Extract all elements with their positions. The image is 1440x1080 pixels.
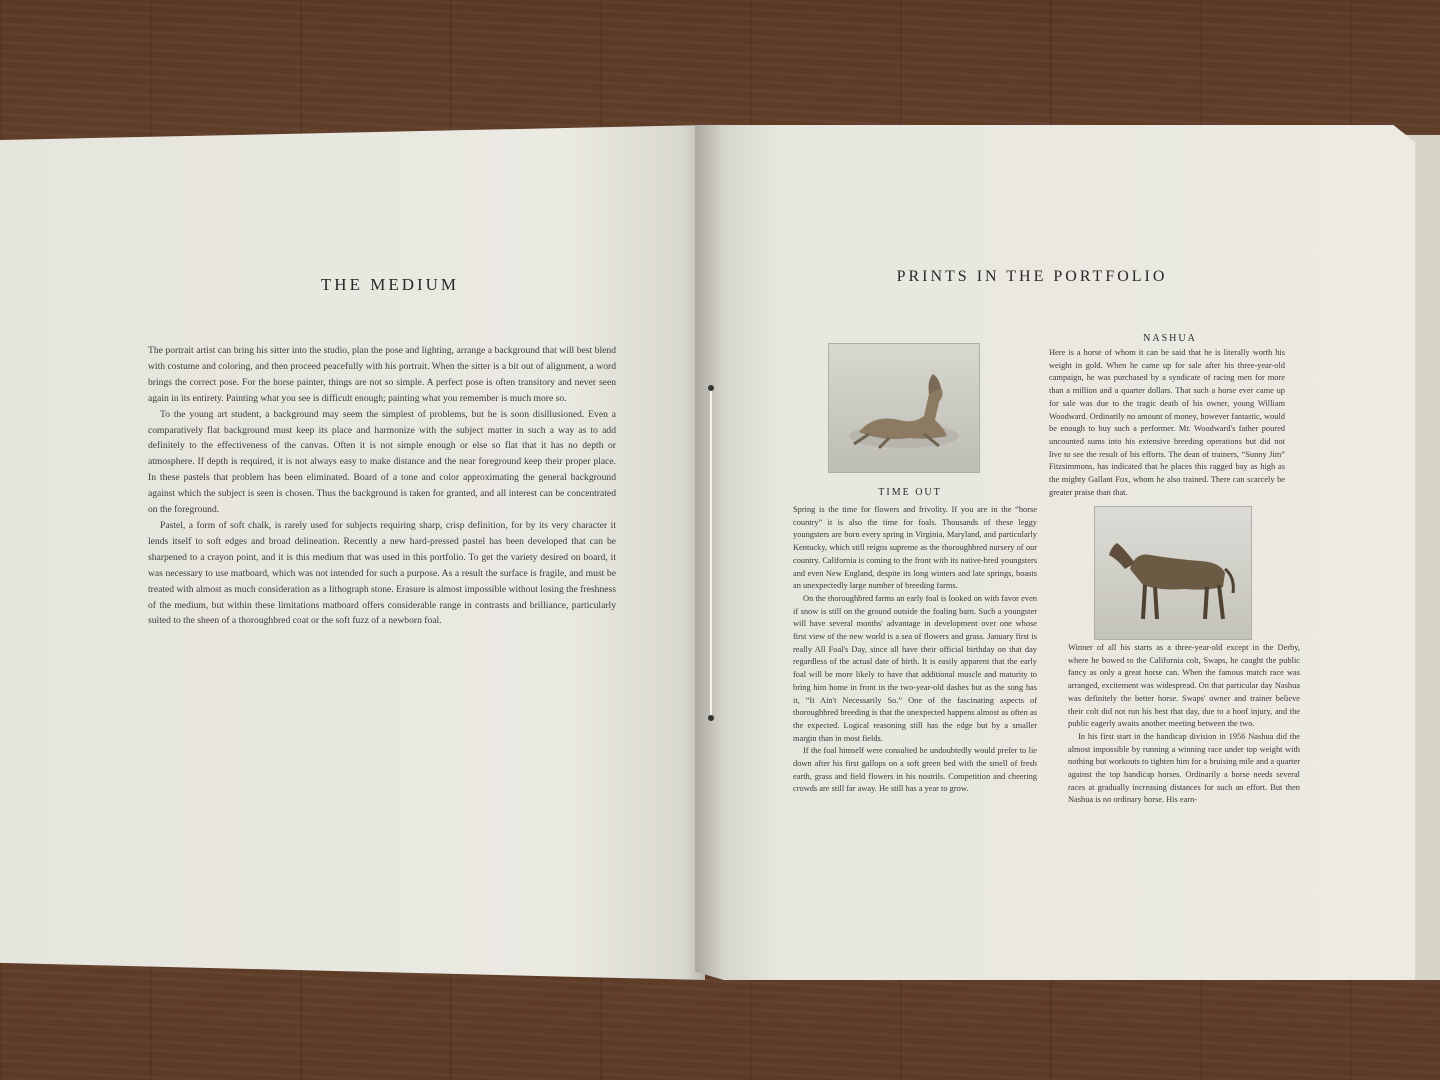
nashua-paragraph-3: In his first start in the handicap division in 1956 Nashua did the almost impossible by running a winning race under top weight with nothing but workouts to tighten him for a bruising mile and a quarter against the top handicap horses. Ordinarily a horse needs several races at gradually increasing distances for such an effort. But then Nashua is no ordinary horse. His earn- (1068, 731, 1300, 805)
nashua-paragraph-1: Here is a horse of whom it can be said that he is literally worth his weight in gold. When he came up for sale after his three-year-old campaign, he was purchased by a syndicate of racing men for more than a million and a quarter dollars. That such a horse ever came up for sale was due to the tragic death of his owner, young William Woodward. Ordinarily no amount of money, however fantastic, would be enough to buy such a performer. Mr. Woodward's father poured uncounted sums into his extensive breeding operations but did not live to see the result of his efforts. The dean of trainers, “Sunny Jim” Fitzsimmons, has indicated that he places this ragged bay as high as the mighty Gallant Fox, whom he also trained. There can scarcely be greater praise than that. (1049, 348, 1285, 497)
portfolio-heading: PRINTS IN THE PORTFOLIO (896, 268, 1168, 285)
time-out-paragraph-2: On the thoroughbred farms an early foal is looked on with favor even if snow is still on the ground outside the foaling barn. Such a youngster will have several months' advantage in development over one whose first view of the new world is a sea of flowers and grass. January first is really All Foal's Day, since all have their official birthday on that day regardless of the actual date of birth. It is easily apparent that the early foal will be more likely to have that additional muscle and maturity to bring him home in front in the two-year-old dashes but as the song has it, “It Ain't Necessarily So.” One of the fascinating aspects of thoroughbred breeding is that the unexpected happens almost as often as the expected. Logical reasoning still has the edge but by a smaller margin than in most fields. (793, 593, 1037, 743)
nashua-text-top (1049, 347, 1285, 499)
medium-heading: THE MEDIUM (320, 275, 460, 294)
medium-body (148, 343, 616, 629)
binding-stitch-top (708, 385, 714, 391)
medium-paragraph-2: To the young art student, a background may seem the simplest of problems, but he is soon disillusioned. Even a comparatively flat background must keep its place and harmonize with the subject matter in such a way as to add definitely to the effectiveness of the canvas. Often it is not simple enough or else so flat that it has no depth or atmosphere. If depth is required, it is not always easy to make distance and the near foreground keep their proper place. In these pastels that problem has been eliminated. Board of a tone and color approximating the general background against which the subject is seen is chosen. Thus the background is taken for granted, and all interest can be concentrated on the foreground. (148, 408, 616, 516)
time-out-heading: TIME OUT (878, 487, 942, 498)
binding-stitch-bottom (708, 715, 714, 721)
medium-paragraph-3: Pastel, a form of soft chalk, is rarely used for subjects requiring sharp, crisp definition, for by its very character it lends itself to soft edges and broad delineation. Recently a new hard-pressed pastel has been developed that can be sharpened to a crayon point, and it is this medium that was used in this portfolio. To get the variety desired on board, it was necessary to use matboard, which was not intended for such a purpose. As a result the surface is fragile, and must be treated with almost as much consideration as a lithograph stone. Erasure is almost impossible without losing the freshness of the medium, but within these limitations matboard offers considerable range in contrasts and brilliance, particularly suited to the sheen of a thoroughbred coat or the soft fuzz of a newborn foal. (148, 519, 616, 627)
horse-standing-print (1094, 506, 1252, 640)
foal-illustration (829, 344, 979, 472)
time-out-paragraph-3: If the foal himself were consulted he undoubtedly would prefer to lie down after his first gallops on a soft green bed with the smell of fresh earth, grass and field flowers in his nostrils. Competition and cheering crowds are still far away. He still has a year to grow. (793, 746, 1037, 794)
horse-illustration (1095, 507, 1251, 639)
binding-thread (710, 390, 712, 720)
time-out-text (793, 504, 1037, 796)
nashua-text-bottom (1068, 642, 1300, 807)
nashua-heading: NASHUA (1143, 333, 1197, 344)
nashua-paragraph-2: Winner of all his starts as a three-year-old except in the Derby, where he bowed to the California colt, Swaps, he caught the public fancy as only a great horse can. When the famous match race was arranged, excitement was widespread. On that particular day Nashua was definitely the better horse. Swaps' owner and trainer believe their colt did not run his best that day, due to a hoof injury, and the public eagerly awaits another meeting between the two. (1068, 643, 1300, 729)
medium-paragraph-1: The portrait artist can bring his sitter into the studio, plan the pose and lighting, arrange a background that will best blend with costume and coloring, and then proceed peacefully with his portrait. When the sitter is a bit out of alignment, a word brings the correct pose. For the horse painter, things are not so simple. A perfect pose is often transitory and never seen again in its entirety. Painting what you see is difficult enough; painting what you remember is much more so. (148, 345, 616, 404)
foal-lying-print (828, 343, 980, 473)
time-out-paragraph-1: Spring is the time for flowers and frivolity. If you are in the “horse country” it is also the time for foals. Thousands of these leggy youngsters are born every spring in Virginia, Maryland, and particularly Kentucky, which still reigns supreme as the thoroughbred nursery of our country. California is coming to the front with its native-bred youngsters and even New England, despite its long winters and late springs, boasts an unexpectedly large number of breeding farms. (793, 505, 1037, 591)
